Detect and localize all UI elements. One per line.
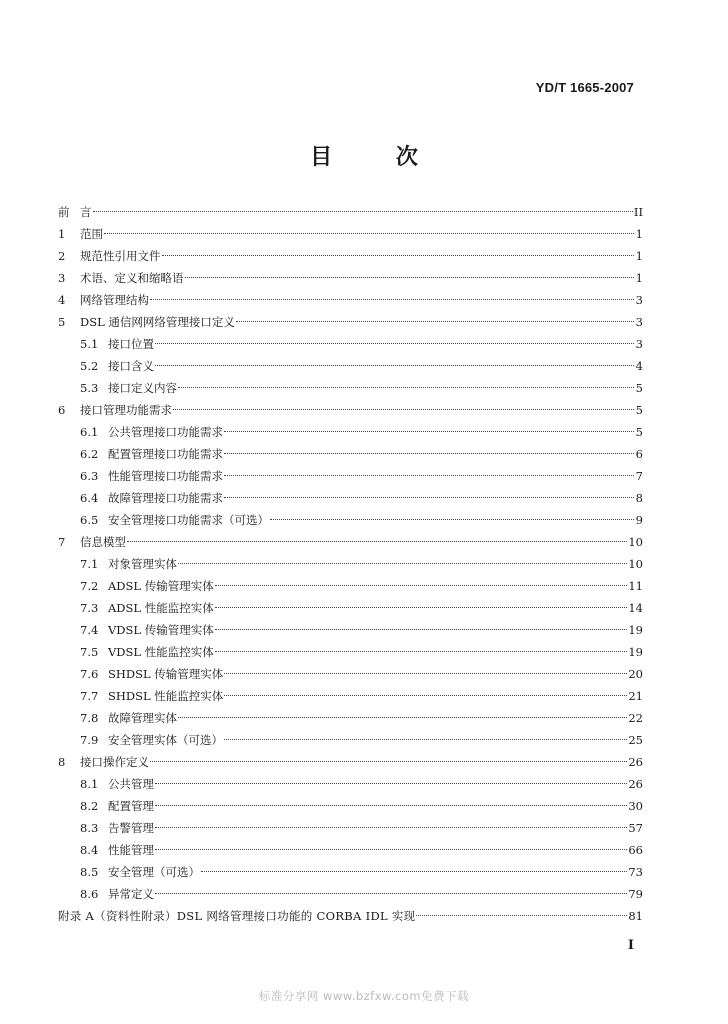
toc-entry[interactable] xyxy=(58,443,643,465)
toc-entry-number: 6.1 xyxy=(80,425,99,439)
toc-entry-page: 20 xyxy=(628,667,643,681)
toc-entry-number: 1 xyxy=(58,227,66,241)
toc-entry-page: 10 xyxy=(628,557,643,571)
toc-entry-label: 安全管理接口功能需求（可选） xyxy=(108,513,269,527)
toc-entry[interactable] xyxy=(58,553,643,575)
toc-entry-number: 6.3 xyxy=(80,469,99,483)
toc-entry[interactable] xyxy=(58,531,643,553)
toc-entry-page: 1 xyxy=(635,249,643,263)
toc-entry[interactable] xyxy=(58,773,643,795)
toc-entry-label: 术语、定义和缩略语 xyxy=(80,271,184,285)
toc-entry-label: VDSL 传输管理实体 xyxy=(108,623,214,637)
toc-entry-page: 1 xyxy=(635,271,643,285)
toc-entry[interactable] xyxy=(58,619,643,641)
toc-entry-number: 8.1 xyxy=(80,777,99,791)
toc-dot-leader xyxy=(104,233,634,234)
toc-dot-leader xyxy=(270,519,634,520)
toc-dot-leader xyxy=(215,651,628,652)
toc-dot-leader xyxy=(224,475,634,476)
toc-dot-leader xyxy=(155,827,627,828)
toc-entry-label: 配置管理接口功能需求 xyxy=(108,447,223,461)
toc-entry-label: 接口定义内容 xyxy=(108,381,177,395)
toc-entry-page: 5 xyxy=(635,425,643,439)
toc-entry[interactable] xyxy=(58,905,643,927)
toc-entry-label: 接口操作定义 xyxy=(80,755,149,769)
toc-entry-page: 19 xyxy=(628,645,643,659)
toc-dot-leader xyxy=(93,211,633,212)
toc-entry-number: 7.7 xyxy=(80,689,99,703)
toc-dot-leader xyxy=(150,299,634,300)
toc-dot-leader xyxy=(224,497,634,498)
toc-entry-number: 7.1 xyxy=(80,557,99,571)
toc-entry-page: 9 xyxy=(635,513,643,527)
toc-entry-number: 8.3 xyxy=(80,821,99,835)
toc-entry-number: 8.6 xyxy=(80,887,99,901)
toc-entry-page: 7 xyxy=(635,469,643,483)
toc-entry-label: 安全管理实体（可选） xyxy=(108,733,223,747)
toc-entry[interactable] xyxy=(58,685,643,707)
toc-dot-leader xyxy=(416,915,627,916)
toc-entry-page: 6 xyxy=(635,447,643,461)
toc-entry-number: 5.2 xyxy=(80,359,99,373)
toc-dot-leader xyxy=(224,431,634,432)
toc-dot-leader xyxy=(201,871,627,872)
standard-code: YD/T 1665-2007 xyxy=(535,80,634,95)
toc-entry-number: 7.3 xyxy=(80,601,99,615)
toc-dot-leader xyxy=(155,365,634,366)
toc-dot-leader xyxy=(215,607,628,608)
toc-entry-number: 6.5 xyxy=(80,513,99,527)
toc-dot-leader xyxy=(155,849,627,850)
toc-entry-page: 11 xyxy=(628,579,643,593)
toc-entry[interactable] xyxy=(58,883,643,905)
toc-entry-label: 故障管理实体 xyxy=(108,711,177,725)
toc-entry-label: SHDSL 传输管理实体 xyxy=(108,667,224,681)
toc-entry-label: DSL 通信网网络管理接口定义 xyxy=(80,315,235,329)
toc-dot-leader xyxy=(155,343,634,344)
page-number: I xyxy=(627,938,634,953)
toc-entry-label: 异常定义 xyxy=(108,887,154,901)
toc-entry-page: 57 xyxy=(628,821,643,835)
toc-entry-page: 30 xyxy=(628,799,643,813)
toc-dot-leader xyxy=(215,585,628,586)
toc-dot-leader xyxy=(155,893,627,894)
toc-entry-number: 5.3 xyxy=(80,381,99,395)
toc-entry-number: 2 xyxy=(58,249,66,263)
toc-dot-leader xyxy=(173,409,634,410)
watermark-text: 标准分享网 www.bzfxw.com免费下载 xyxy=(258,989,470,1003)
toc-entry-number: 4 xyxy=(58,293,66,307)
toc-entry-page: 8 xyxy=(635,491,643,505)
toc-entry[interactable] xyxy=(58,399,643,421)
toc-entry[interactable] xyxy=(58,487,643,509)
toc-entry-page: 3 xyxy=(635,293,643,307)
toc-entry-label: 言 xyxy=(80,205,92,219)
toc-entry[interactable] xyxy=(58,729,643,751)
toc-entry[interactable] xyxy=(58,839,643,861)
toc-entry-label: ADSL 传输管理实体 xyxy=(108,579,214,593)
toc-dot-leader xyxy=(224,739,627,740)
toc-entry-page: 5 xyxy=(635,403,643,417)
toc-entry-page: 3 xyxy=(635,315,643,329)
toc-entry[interactable] xyxy=(58,421,643,443)
toc-entry-label: VDSL 性能监控实体 xyxy=(108,645,214,659)
toc-entry-number: 7.5 xyxy=(80,645,99,659)
toc-entry-page: 4 xyxy=(635,359,643,373)
toc-entry-number: 5 xyxy=(58,315,66,329)
toc-entry-page: 26 xyxy=(628,777,643,791)
toc-dot-leader xyxy=(155,783,627,784)
toc-entry[interactable] xyxy=(58,641,643,663)
toc-entry-label: 公共管理 xyxy=(108,777,154,791)
page-title xyxy=(0,140,728,171)
toc-entry-page: 22 xyxy=(628,711,643,725)
toc-entry-number: 7.8 xyxy=(80,711,99,725)
toc-entry-page: 81 xyxy=(628,909,643,923)
toc-dot-leader xyxy=(155,805,627,806)
toc-entry-label: 附录 A（资料性附录）DSL 网络管理接口功能的 CORBA IDL 实现 xyxy=(58,909,416,923)
toc-entry-number: 5.1 xyxy=(80,337,99,351)
toc-entry-page: 66 xyxy=(628,843,643,857)
toc-entry[interactable] xyxy=(58,575,643,597)
toc-entry[interactable] xyxy=(58,597,643,619)
toc-entry-label: 性能管理 xyxy=(108,843,154,857)
toc-entry-number: 7.6 xyxy=(80,667,99,681)
toc-entry[interactable] xyxy=(58,509,643,531)
toc-entry-page: 26 xyxy=(628,755,643,769)
toc-entry[interactable] xyxy=(58,465,643,487)
toc-entry-page: 73 xyxy=(628,865,643,879)
page-title-text: 目 次 xyxy=(310,145,446,170)
toc-dot-leader xyxy=(178,717,627,718)
toc-entry-number: 7.9 xyxy=(80,733,99,747)
toc-dot-leader xyxy=(236,321,634,322)
toc-entry-page: 79 xyxy=(628,887,643,901)
table-of-contents xyxy=(58,201,643,927)
toc-dot-leader xyxy=(127,541,627,542)
toc-entry-number: 7 xyxy=(58,535,66,549)
toc-entry-label: 告警管理 xyxy=(108,821,154,835)
toc-entry[interactable] xyxy=(58,795,643,817)
toc-entry[interactable] xyxy=(58,751,643,773)
toc-entry-label: 网络管理结构 xyxy=(80,293,149,307)
toc-dot-leader xyxy=(162,255,635,256)
toc-entry-page: 3 xyxy=(635,337,643,351)
toc-entry-label: 安全管理（可选） xyxy=(108,865,200,879)
toc-entry-label: SHDSL 性能监控实体 xyxy=(108,689,224,703)
toc-entry[interactable] xyxy=(58,245,643,267)
toc-entry-label: 性能管理接口功能需求 xyxy=(108,469,223,483)
toc-entry-label: 接口管理功能需求 xyxy=(80,403,172,417)
toc-entry-page: 5 xyxy=(635,381,643,395)
toc-entry-page: II xyxy=(633,205,643,219)
toc-entry-label: 接口位置 xyxy=(108,337,154,351)
toc-entry[interactable] xyxy=(58,289,643,311)
toc-entry[interactable] xyxy=(58,377,643,399)
toc-entry-label: 公共管理接口功能需求 xyxy=(108,425,223,439)
toc-entry-number: 8.2 xyxy=(80,799,99,813)
toc-entry-number: 7.2 xyxy=(80,579,99,593)
toc-dot-leader xyxy=(224,453,634,454)
toc-entry-label: 信息模型 xyxy=(80,535,126,549)
toc-entry-page: 14 xyxy=(628,601,643,615)
toc-entry-page: 10 xyxy=(628,535,643,549)
toc-entry-page: 25 xyxy=(628,733,643,747)
toc-dot-leader xyxy=(178,387,634,388)
toc-entry[interactable] xyxy=(58,861,643,883)
toc-entry-number: 7.4 xyxy=(80,623,99,637)
toc-entry-number: 6.4 xyxy=(80,491,99,505)
toc-entry-number: 6 xyxy=(58,403,66,417)
toc-entry-number: 8.4 xyxy=(80,843,99,857)
toc-dot-leader xyxy=(224,673,627,674)
toc-entry-page: 1 xyxy=(635,227,643,241)
toc-entry-number: 6.2 xyxy=(80,447,99,461)
toc-entry[interactable] xyxy=(58,223,643,245)
toc-dot-leader xyxy=(224,695,627,696)
toc-dot-leader xyxy=(215,629,628,630)
toc-entry-label: 规范性引用文件 xyxy=(80,249,161,263)
toc-entry[interactable] xyxy=(58,707,643,729)
toc-entry[interactable] xyxy=(58,267,643,289)
toc-dot-leader xyxy=(178,563,627,564)
toc-entry-number: 3 xyxy=(58,271,66,285)
toc-entry-page: 19 xyxy=(628,623,643,637)
toc-entry-number: 前 xyxy=(58,205,70,219)
toc-entry-label: 对象管理实体 xyxy=(108,557,177,571)
toc-entry[interactable] xyxy=(58,201,643,223)
toc-entry-label: 范围 xyxy=(80,227,103,241)
toc-entry[interactable] xyxy=(58,333,643,355)
toc-entry[interactable] xyxy=(58,817,643,839)
toc-entry-label: ADSL 性能监控实体 xyxy=(108,601,214,615)
toc-dot-leader xyxy=(150,761,627,762)
toc-entry[interactable] xyxy=(58,663,643,685)
toc-entry[interactable] xyxy=(58,311,643,333)
toc-entry-label: 配置管理 xyxy=(108,799,154,813)
toc-dot-leader xyxy=(185,277,635,278)
toc-entry-number: 8 xyxy=(58,755,66,769)
toc-entry[interactable] xyxy=(58,355,643,377)
toc-entry-page: 21 xyxy=(628,689,643,703)
toc-entry-number: 8.5 xyxy=(80,865,99,879)
toc-entry-label: 故障管理接口功能需求 xyxy=(108,491,223,505)
toc-entry-label: 接口含义 xyxy=(108,359,154,373)
